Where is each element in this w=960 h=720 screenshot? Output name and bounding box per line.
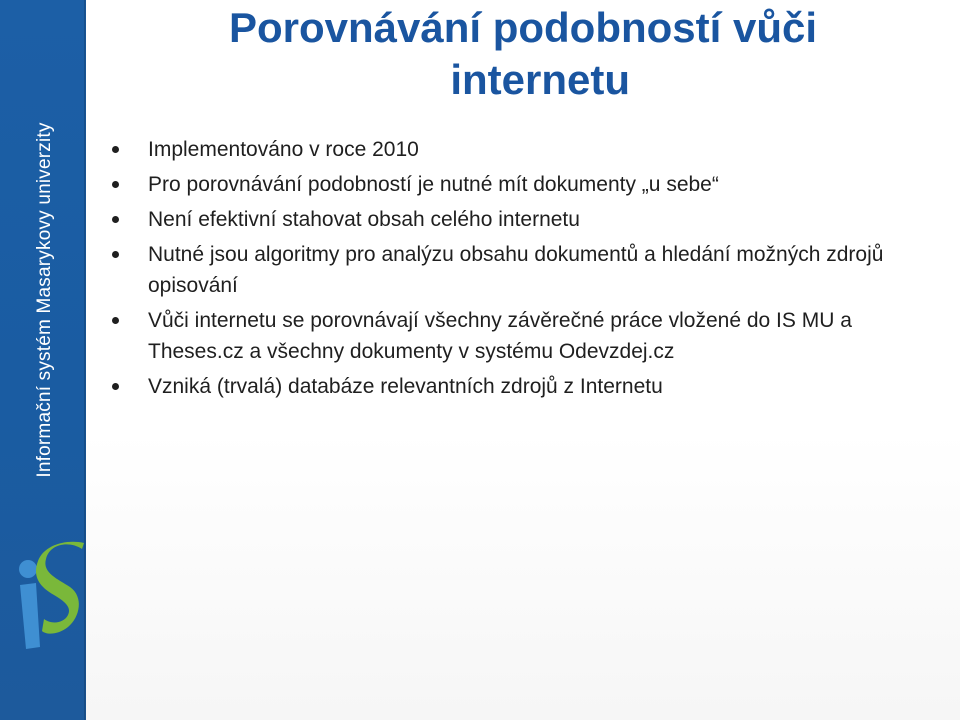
bullet-item: Vůči internetu se porovnávají všechny závěrečné práce vložené do IS MU a Theses.cz a všechny dokumenty v systému Odevzdej.cz <box>110 305 910 367</box>
bullet-item: Není efektivní stahovat obsah celého internetu <box>110 204 910 235</box>
bullet-list <box>110 134 910 406</box>
sidebar-vertical-title: Informační systém Masarykovy univerzity <box>34 122 55 478</box>
slide-title-line-2: internetu <box>450 56 630 103</box>
bullet-item: Pro porovnávání podobností je nutné mít dokumenty „u sebe“ <box>110 169 910 200</box>
bullet-item: Vzniká (trvalá) databáze relevantních zdrojů z Internetu <box>110 371 910 402</box>
is-mu-logo-icon <box>10 535 86 655</box>
bullet-item: Implementováno v roce 2010 <box>110 134 910 165</box>
slide-title-line-1: Porovnávání podobností vůči <box>228 4 818 51</box>
slide-title <box>86 4 960 104</box>
bullet-item: Nutné jsou algoritmy pro analýzu obsahu dokumentů a hledání možných zdrojů opisování <box>110 239 910 301</box>
sidebar <box>0 0 86 720</box>
